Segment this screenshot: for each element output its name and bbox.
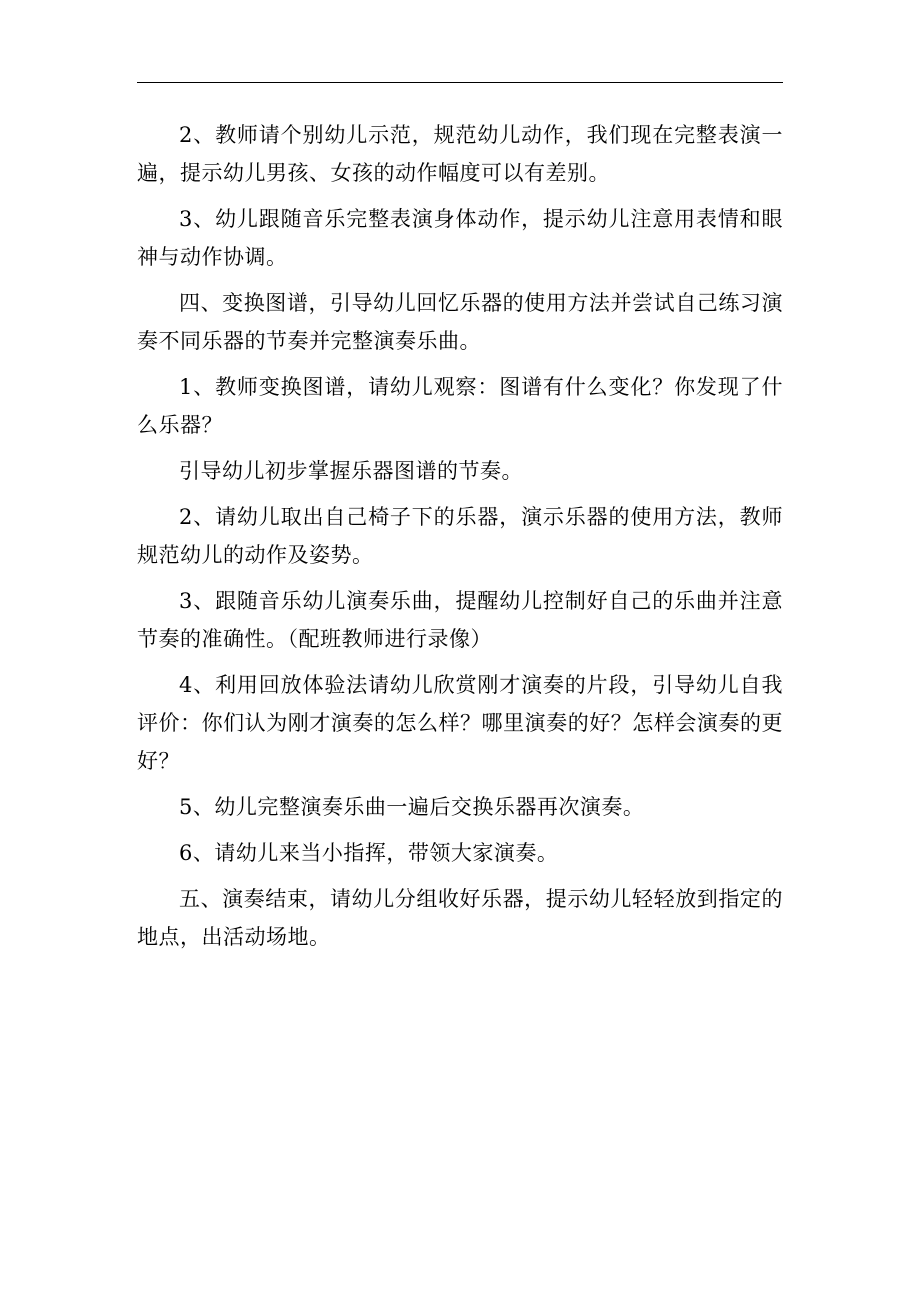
header-rule bbox=[137, 82, 783, 83]
paragraph: 3、幼儿跟随音乐完整表演身体动作，提示幼儿注意用表情和眼神与动作协调。 bbox=[137, 207, 783, 269]
paragraph: 2、教师请个别幼儿示范，规范幼儿动作，我们现在完整表演一遍，提示幼儿男孩、女孩的动作幅度可以有差别。 bbox=[137, 123, 783, 185]
paragraph: 4、利用回放体验法请幼儿欣赏刚才演奏的片段，引导幼儿自我评价：你们认为刚才演奏的怎么样？哪里演奏的好？怎样会演奏的更好？ bbox=[137, 673, 783, 773]
paragraph: 五、演奏结束，请幼儿分组收好乐器，提示幼儿轻轻放到指定的地点，出活动场地。 bbox=[137, 887, 783, 949]
paragraph: 引导幼儿初步掌握乐器图谱的节奏。 bbox=[179, 459, 523, 483]
paragraph: 1、教师变换图谱，请幼儿观察：图谱有什么变化？你发现了什么乐器？ bbox=[137, 375, 783, 437]
paragraph: 四、变换图谱，引导幼儿回忆乐器的使用方法并尝试自己练习演奏不同乐器的节奏并完整演奏乐曲。 bbox=[137, 291, 783, 353]
paragraph: 5、幼儿完整演奏乐曲一遍后交换乐器再次演奏。 bbox=[179, 795, 645, 819]
paragraph: 6、请幼儿来当小指挥，带领大家演奏。 bbox=[179, 841, 559, 865]
document-body bbox=[137, 116, 783, 964]
paragraph: 3、跟随音乐幼儿演奏乐曲，提醒幼儿控制好自己的乐曲并注意节奏的准确性。（配班教师进行录像） bbox=[137, 589, 783, 651]
paragraph: 2、请幼儿取出自己椅子下的乐器，演示乐器的使用方法，教师规范幼儿的动作及姿势。 bbox=[137, 505, 783, 567]
